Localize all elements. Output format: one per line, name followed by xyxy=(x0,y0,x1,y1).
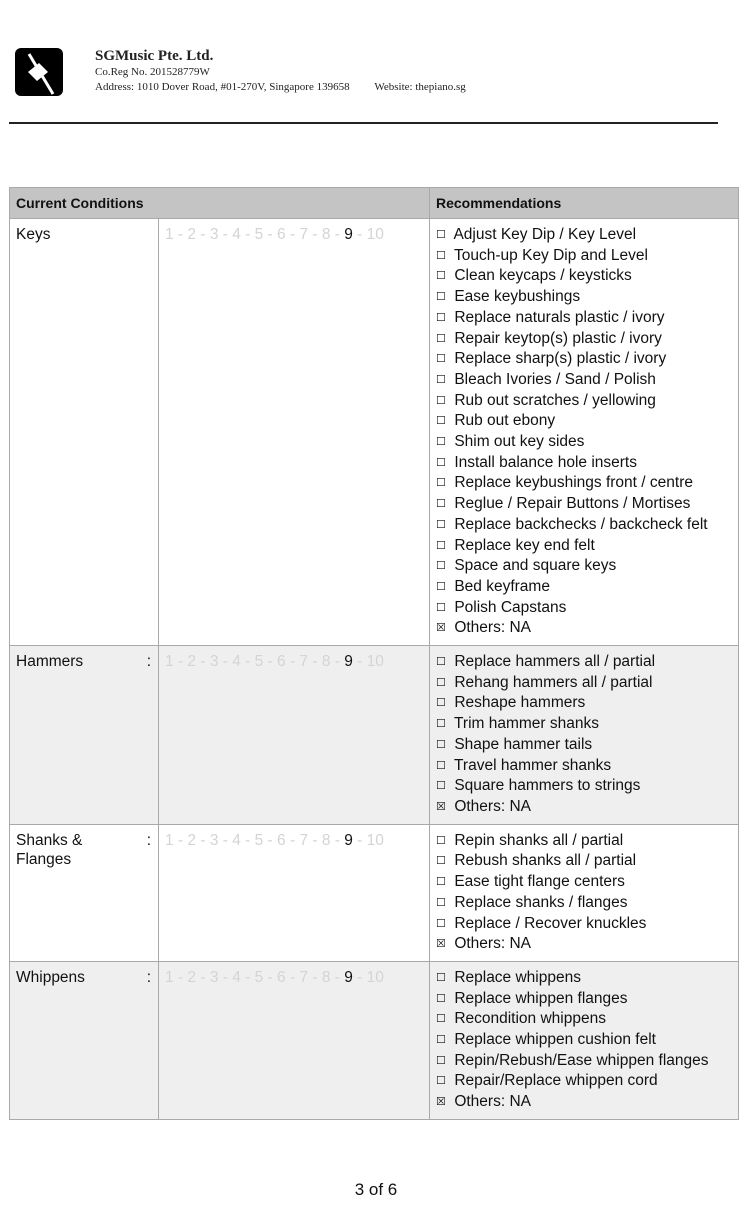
recommendation-label: Bleach Ivories / Sand / Polish xyxy=(454,370,656,388)
recommendation-label: Replace backchecks / backcheck felt xyxy=(454,515,708,533)
checkbox-unchecked-icon[interactable]: ☐ xyxy=(436,353,446,366)
recommendation-label: Replace keybushings front / centre xyxy=(454,474,693,492)
scale-separator: - xyxy=(218,226,233,243)
checkbox-unchecked-icon[interactable]: ☐ xyxy=(436,780,446,793)
rating-option[interactable]: 3 xyxy=(209,831,219,849)
condition-row xyxy=(10,824,739,961)
recommendation-label: Replace shanks / flanges xyxy=(454,893,628,911)
recommendations-cell xyxy=(430,646,739,825)
rating-option[interactable]: 4 xyxy=(232,831,241,849)
recommendation-item xyxy=(436,598,732,619)
rating-selected[interactable]: 9 xyxy=(344,226,353,243)
scale-separator: - xyxy=(308,968,322,986)
checkbox-unchecked-icon[interactable]: ☐ xyxy=(436,917,446,930)
rating-option[interactable]: 10 xyxy=(366,653,384,671)
category-label: Whippens xyxy=(16,968,85,986)
recommendation-item xyxy=(436,1009,732,1030)
scale-separator: - xyxy=(330,831,345,849)
recommendation-item xyxy=(436,266,732,287)
rating-option[interactable]: 8 xyxy=(321,968,331,986)
category-cell xyxy=(10,824,159,961)
checkbox-unchecked-icon[interactable]: ☐ xyxy=(436,718,446,731)
scale-separator: - xyxy=(330,226,345,243)
rating-option[interactable]: 1 xyxy=(165,226,174,243)
checkbox-unchecked-icon[interactable]: ☐ xyxy=(436,498,446,511)
recommendation-item xyxy=(436,1092,732,1113)
rating-option[interactable]: 8 xyxy=(321,226,331,243)
recommendation-item xyxy=(436,797,732,818)
header-divider xyxy=(9,122,718,124)
recommendation-label: Replace / Recover knuckles xyxy=(454,914,647,932)
company-reg-no: Co.Reg No. 201528779W xyxy=(95,66,210,78)
category-colon: : xyxy=(146,968,151,986)
rating-option[interactable]: 2 xyxy=(187,831,197,849)
checkbox-unchecked-icon[interactable]: ☐ xyxy=(436,676,446,689)
checkbox-unchecked-icon[interactable]: ☐ xyxy=(436,992,446,1005)
rating-option[interactable]: 8 xyxy=(321,653,331,671)
recommendation-item xyxy=(436,246,732,267)
scale-separator: - xyxy=(285,831,300,849)
checkbox-unchecked-icon[interactable]: ☐ xyxy=(436,1054,446,1067)
table-header-row xyxy=(10,188,739,219)
recommendation-item xyxy=(436,872,732,893)
recommendation-list xyxy=(436,831,732,955)
recommendation-item xyxy=(436,556,732,577)
recommendations-cell xyxy=(430,219,739,646)
rating-selected[interactable]: 9 xyxy=(344,653,353,671)
category-cell xyxy=(10,219,159,646)
rating-option[interactable]: 3 xyxy=(209,653,219,671)
checkbox-unchecked-icon[interactable]: ☐ xyxy=(436,394,446,407)
company-website[interactable]: Website: thepiano.sg xyxy=(374,81,466,93)
rating-option[interactable]: 5 xyxy=(254,226,264,243)
scale-separator: - xyxy=(308,226,322,243)
recommendation-label: Rub out ebony xyxy=(454,412,556,430)
recommendation-label: Repin/Rebush/Ease whippen flanges xyxy=(454,1051,709,1069)
scale-separator: - xyxy=(196,653,210,671)
recommendations-cell xyxy=(430,961,739,1119)
checkbox-unchecked-icon[interactable]: ☐ xyxy=(436,1034,446,1047)
rating-cell xyxy=(159,219,430,646)
category-label: Shanks & Flanges xyxy=(16,831,83,868)
checkbox-unchecked-icon[interactable]: ☐ xyxy=(436,1075,446,1088)
rating-option[interactable]: 5 xyxy=(254,653,264,671)
category-label: Hammers xyxy=(16,653,84,671)
recommendation-label: Recondition whippens xyxy=(454,1010,606,1028)
recommendation-item xyxy=(436,1051,732,1072)
recommendation-item xyxy=(436,934,732,955)
scale-separator: - xyxy=(218,831,233,849)
recommendation-label: Square hammers to strings xyxy=(454,777,641,795)
checkbox-unchecked-icon[interactable]: ☐ xyxy=(436,971,446,984)
recommendation-label: Trim hammer shanks xyxy=(454,715,600,733)
checkbox-unchecked-icon[interactable]: ☐ xyxy=(436,270,446,283)
company-logo xyxy=(15,48,63,96)
recommendation-label: Repin shanks all / partial xyxy=(454,831,624,849)
scale-separator: - xyxy=(263,968,278,986)
recommendation-label: Install balance hole inserts xyxy=(454,453,637,471)
rating-option[interactable]: 7 xyxy=(299,968,309,986)
recommendation-label: Replace key end felt xyxy=(454,536,595,554)
checkbox-unchecked-icon[interactable]: ☐ xyxy=(436,601,446,614)
rating-option[interactable]: 6 xyxy=(277,226,286,243)
rating-option[interactable]: 4 xyxy=(232,226,241,243)
rating-option[interactable]: 10 xyxy=(366,968,384,986)
recommendation-label: Shape hammer tails xyxy=(454,735,593,753)
recommendation-label: Others: NA xyxy=(454,935,531,953)
scale-separator: - xyxy=(308,831,322,849)
scale-separator: - xyxy=(240,653,255,671)
recommendation-item xyxy=(436,714,732,735)
rating-option[interactable]: 4 xyxy=(232,968,241,986)
scale-separator: - xyxy=(173,226,188,243)
category-colon: : xyxy=(146,831,151,849)
checkbox-unchecked-icon[interactable]: ☐ xyxy=(436,759,446,772)
rating-option[interactable]: 2 xyxy=(187,653,197,671)
scale-separator: - xyxy=(263,831,278,849)
scale-separator: - xyxy=(352,226,367,243)
checkbox-unchecked-icon[interactable]: ☐ xyxy=(436,876,446,889)
recommendation-label: Adjust Key Dip / Key Level xyxy=(453,226,637,243)
scale-separator: - xyxy=(240,831,255,849)
recommendation-item xyxy=(436,776,732,797)
recommendation-item xyxy=(436,329,732,350)
checkbox-checked-icon[interactable]: ☒ xyxy=(436,622,446,635)
rating-option[interactable]: 4 xyxy=(232,653,241,671)
recommendation-item xyxy=(436,515,732,536)
recommendations-cell xyxy=(430,824,739,961)
rating-option[interactable]: 6 xyxy=(277,968,286,986)
scale-separator: - xyxy=(285,653,300,671)
recommendation-label: Reshape hammers xyxy=(454,694,586,712)
recommendation-item xyxy=(436,349,732,370)
recommendation-label: Shim out key sides xyxy=(454,433,585,451)
recommendation-item xyxy=(436,989,732,1010)
company-address: Address: 1010 Dover Road, #01-270V, Singapore 139658 xyxy=(95,81,350,93)
recommendation-item xyxy=(436,432,732,453)
recommendation-item xyxy=(436,536,732,557)
recommendation-list xyxy=(436,968,732,1113)
scale-separator: - xyxy=(352,653,367,671)
condition-row xyxy=(10,646,739,825)
scale-separator: - xyxy=(330,968,345,986)
company-info xyxy=(95,48,466,95)
checkbox-unchecked-icon[interactable]: ☐ xyxy=(436,855,446,868)
checkbox-unchecked-icon[interactable]: ☐ xyxy=(436,738,446,751)
rating-selected[interactable]: 9 xyxy=(344,831,353,849)
rating-option[interactable]: 8 xyxy=(321,831,331,849)
scale-separator: - xyxy=(330,653,345,671)
rating-option[interactable]: 5 xyxy=(254,831,264,849)
scale-separator: - xyxy=(308,653,322,671)
recommendation-label: Repair/Replace whippen cord xyxy=(454,1072,658,1090)
recommendation-item xyxy=(436,453,732,474)
checkbox-unchecked-icon[interactable]: ☐ xyxy=(436,834,446,847)
recommendation-item xyxy=(436,391,732,412)
recommendation-item xyxy=(436,735,732,756)
recommendation-item xyxy=(436,1030,732,1051)
recommendation-label: Replace naturals plastic / ivory xyxy=(454,308,665,326)
recommendation-item xyxy=(436,756,732,777)
checkbox-checked-icon[interactable]: ☒ xyxy=(436,800,446,813)
recommendation-label: Rebush shanks all / partial xyxy=(454,852,637,870)
checkbox-unchecked-icon[interactable]: ☐ xyxy=(436,539,446,552)
checkbox-unchecked-icon[interactable]: ☐ xyxy=(436,436,446,449)
recommendation-item xyxy=(436,370,732,391)
header-recommendations: Recommendations xyxy=(430,188,739,219)
recommendation-item xyxy=(436,968,732,989)
recommendation-label: Replace hammers all / partial xyxy=(454,653,656,671)
recommendation-label: Replace whippen flanges xyxy=(454,989,628,1007)
recommendation-label: Bed keyframe xyxy=(454,577,550,595)
recommendation-item xyxy=(436,893,732,914)
recommendation-item xyxy=(436,411,732,432)
recommendation-item xyxy=(436,287,732,308)
rating-option[interactable]: 2 xyxy=(187,968,197,986)
checkbox-unchecked-icon[interactable]: ☐ xyxy=(436,311,446,324)
rating-option[interactable]: 10 xyxy=(366,831,384,849)
rating-scale xyxy=(165,652,423,671)
checkbox-unchecked-icon[interactable]: ☐ xyxy=(436,697,446,710)
checkbox-unchecked-icon[interactable]: ☐ xyxy=(436,656,446,669)
rating-scale xyxy=(165,968,423,987)
piano-tuning-pin-logo-icon xyxy=(15,48,63,96)
checkbox-unchecked-icon[interactable]: ☐ xyxy=(436,291,446,304)
page-number: 3 of 6 xyxy=(354,1180,398,1199)
scale-separator: - xyxy=(352,968,367,986)
recommendation-item xyxy=(436,693,732,714)
recommendation-item xyxy=(436,577,732,598)
rating-option[interactable]: 5 xyxy=(254,968,264,986)
checkbox-unchecked-icon[interactable]: ☐ xyxy=(436,896,446,909)
recommendation-label: Replace whippen cushion felt xyxy=(454,1031,656,1049)
scale-separator: - xyxy=(196,968,210,986)
checkbox-unchecked-icon[interactable]: ☐ xyxy=(436,1013,446,1026)
scale-separator: - xyxy=(173,968,188,986)
checkbox-checked-icon[interactable]: ☒ xyxy=(436,938,446,951)
recommendation-label: Ease keybushings xyxy=(454,288,581,306)
rating-option[interactable]: 2 xyxy=(187,226,197,243)
checkbox-unchecked-icon[interactable]: ☐ xyxy=(436,249,446,262)
recommendation-label: Others: NA xyxy=(454,619,531,637)
checkbox-unchecked-icon[interactable]: ☐ xyxy=(436,456,446,469)
recommendation-label: Ease tight flange centers xyxy=(454,873,625,891)
checkbox-checked-icon[interactable]: ☒ xyxy=(436,1096,446,1109)
recommendation-label: Reglue / Repair Buttons / Mortises xyxy=(454,495,691,513)
recommendation-item xyxy=(436,652,732,673)
scale-separator: - xyxy=(173,831,188,849)
recommendation-item xyxy=(436,851,732,872)
scale-separator: - xyxy=(352,831,367,849)
condition-row xyxy=(10,219,739,646)
rating-option[interactable]: 10 xyxy=(366,226,384,243)
scale-separator: - xyxy=(263,653,278,671)
checkbox-unchecked-icon[interactable]: ☐ xyxy=(436,373,446,386)
recommendation-label: Rehang hammers all / partial xyxy=(454,673,653,691)
recommendation-item xyxy=(436,673,732,694)
rating-selected[interactable]: 9 xyxy=(344,968,353,986)
rating-option[interactable]: 1 xyxy=(165,831,174,849)
conditions-table xyxy=(9,187,739,1120)
recommendation-label: Replace whippens xyxy=(454,968,581,986)
scale-separator: - xyxy=(285,226,300,243)
scale-separator: - xyxy=(196,226,210,243)
recommendation-label: Travel hammer shanks xyxy=(454,756,612,774)
recommendation-label: Others: NA xyxy=(454,1093,531,1111)
recommendation-item xyxy=(436,225,732,246)
rating-option[interactable]: 6 xyxy=(277,831,286,849)
recommendation-label: Others: NA xyxy=(454,797,531,815)
recommendation-item xyxy=(436,618,732,639)
recommendation-item xyxy=(436,914,732,935)
recommendation-label: Replace sharp(s) plastic / ivory xyxy=(454,350,667,368)
scale-separator: - xyxy=(196,831,210,849)
checkbox-unchecked-icon[interactable]: ☐ xyxy=(436,580,446,593)
category-cell xyxy=(10,961,159,1119)
scale-separator: - xyxy=(173,653,188,671)
recommendation-label: Space and square keys xyxy=(454,557,617,575)
scale-separator: - xyxy=(240,226,255,243)
rating-option[interactable]: 7 xyxy=(299,226,309,243)
rating-option[interactable]: 6 xyxy=(277,653,286,671)
category-colon: : xyxy=(146,653,151,671)
recommendation-item xyxy=(436,1071,732,1092)
scale-separator: - xyxy=(263,226,278,243)
scale-separator: - xyxy=(218,653,233,671)
recommendation-label: Clean keycaps / keysticks xyxy=(454,267,632,285)
company-name: SGMusic Pte. Ltd. xyxy=(95,48,214,64)
rating-option[interactable]: 7 xyxy=(299,831,309,849)
rating-cell xyxy=(159,646,430,825)
condition-row xyxy=(10,961,739,1119)
rating-option[interactable]: 3 xyxy=(209,226,219,243)
rating-scale xyxy=(165,831,423,850)
rating-cell xyxy=(159,824,430,961)
scale-separator: - xyxy=(240,968,255,986)
recommendation-item xyxy=(436,831,732,852)
checkbox-unchecked-icon[interactable]: ☐ xyxy=(436,332,446,345)
header-current-conditions: Current Conditions xyxy=(10,188,430,219)
recommendation-item xyxy=(436,308,732,329)
recommendation-list xyxy=(436,225,732,639)
checkbox-unchecked-icon[interactable]: ☐ xyxy=(436,477,446,490)
scale-separator: - xyxy=(218,968,233,986)
category-cell xyxy=(10,646,159,825)
recommendation-item xyxy=(436,494,732,515)
checkbox-unchecked-icon[interactable]: ☐ xyxy=(436,518,446,531)
rating-option[interactable]: 1 xyxy=(165,653,174,671)
recommendation-item xyxy=(436,473,732,494)
rating-cell xyxy=(159,961,430,1119)
rating-scale xyxy=(165,225,423,244)
checkbox-unchecked-icon[interactable]: ☐ xyxy=(436,229,446,241)
scale-separator: - xyxy=(285,968,300,986)
recommendation-label: Rub out scratches / yellowing xyxy=(454,391,656,409)
recommendation-label: Polish Capstans xyxy=(454,598,567,616)
checkbox-unchecked-icon[interactable]: ☐ xyxy=(436,560,446,573)
category-colon xyxy=(151,225,152,244)
category-label: Keys xyxy=(16,226,51,243)
rating-option[interactable]: 3 xyxy=(209,968,219,986)
rating-option[interactable]: 1 xyxy=(165,968,174,986)
recommendation-label: Repair keytop(s) plastic / ivory xyxy=(454,329,662,347)
checkbox-unchecked-icon[interactable]: ☐ xyxy=(436,415,446,428)
rating-option[interactable]: 7 xyxy=(299,653,309,671)
recommendation-list xyxy=(436,652,732,818)
recommendation-label: Touch-up Key Dip and Level xyxy=(454,246,648,264)
